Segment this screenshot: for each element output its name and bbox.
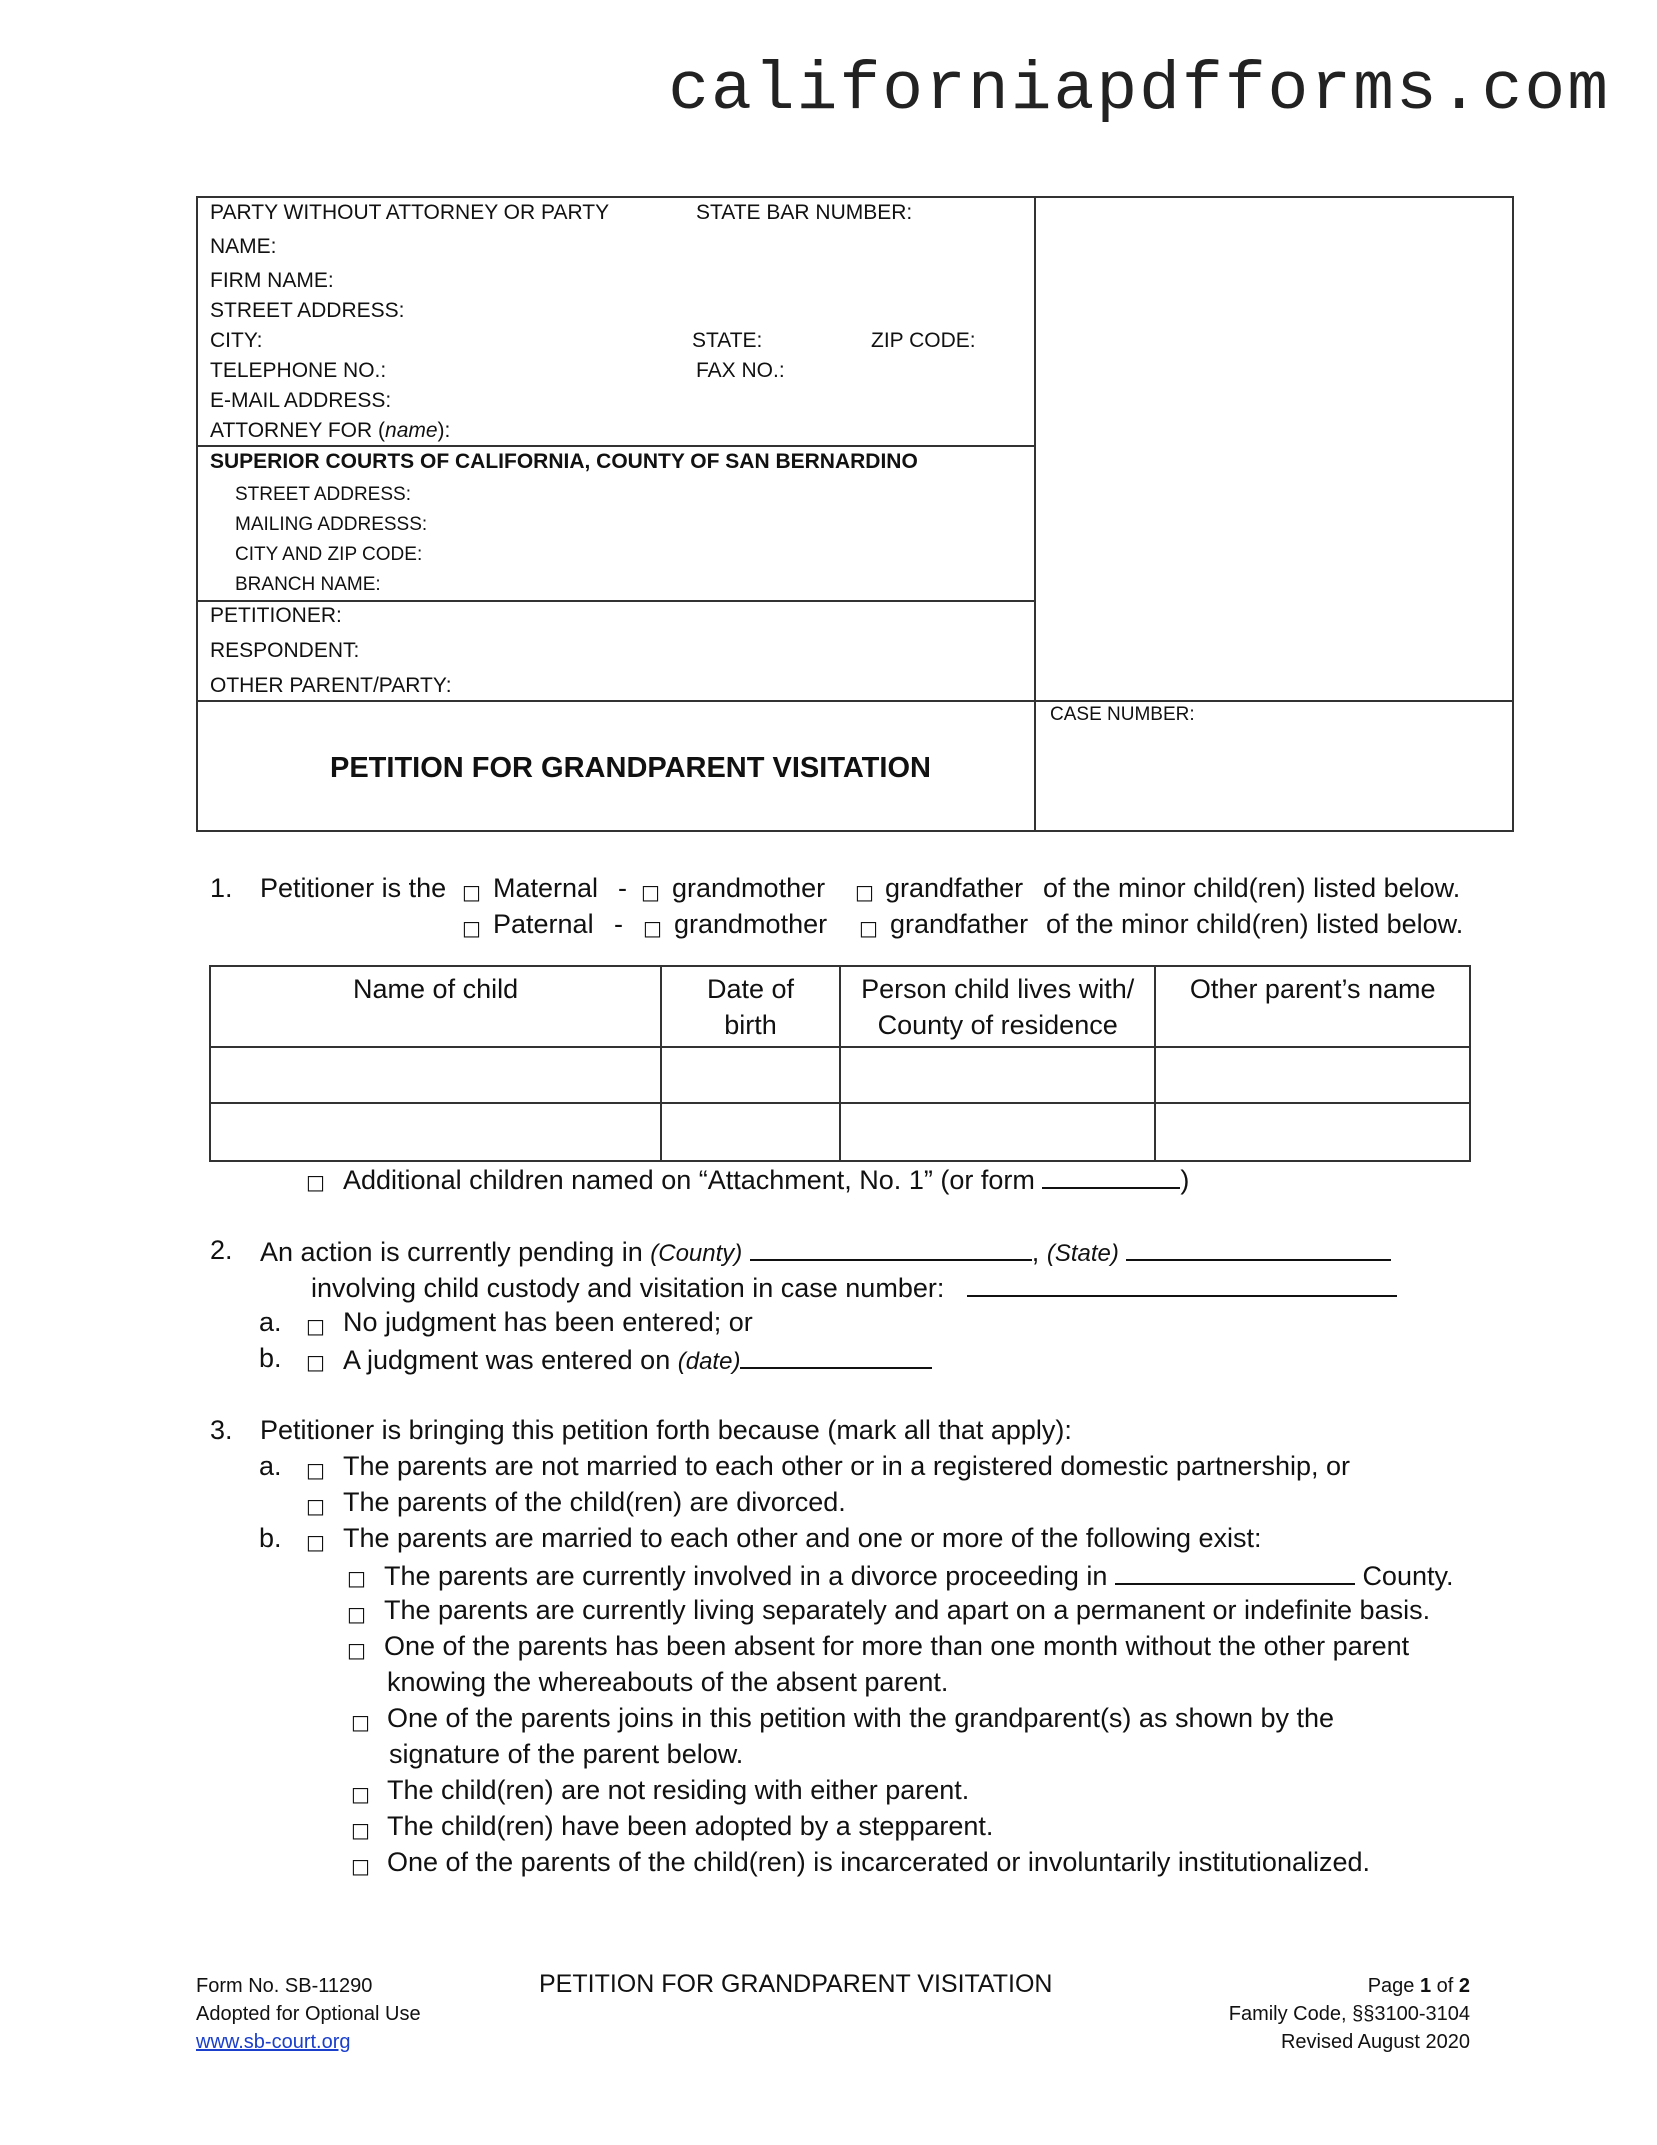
judgment-date-field[interactable] — [740, 1343, 932, 1369]
section2-line2: involving child custody and visitation in case number: — [311, 1271, 1397, 1304]
paternal-dash: - — [614, 909, 623, 939]
child-name-cell[interactable] — [210, 1103, 661, 1161]
paternal-grandfather-label: grandfather — [890, 909, 1029, 939]
col-date-of-birth: Date of birth — [661, 966, 840, 1047]
court-street-label: STREET ADDRESS: — [235, 484, 411, 505]
maternal-grandmother-label: grandmother — [672, 873, 826, 903]
court-title: SUPERIOR COURTS OF CALIFORNIA, COUNTY OF SAN BERNARDINO — [210, 450, 918, 473]
section2-a-label: a. — [259, 1307, 282, 1337]
section3-number: 3. — [210, 1415, 233, 1445]
stepparent-adopted-checkbox[interactable]: □ — [351, 1818, 370, 1842]
child-other-parent-cell[interactable] — [1155, 1047, 1470, 1103]
maternal-suffix: of the minor child(ren) listed below. — [1043, 873, 1461, 903]
section1-number: 1. — [210, 873, 233, 903]
section2-lead: An action is currently pending in (County) , (State) — [260, 1235, 1391, 1268]
no-judgment-checkbox[interactable]: □ — [306, 1314, 325, 1338]
parent-absent-checkbox[interactable]: □ — [347, 1638, 366, 1662]
parent-absent-text-2: knowing the whereabouts of the absent parent. — [387, 1667, 949, 1697]
section2-b-label: b. — [259, 1343, 282, 1373]
maternal-checkbox[interactable]: □ — [462, 880, 481, 904]
telephone-label: TELEPHONE NO.: — [210, 359, 387, 382]
footer-page: Page 1 of 2 — [1367, 1975, 1470, 1997]
not-married-text: The parents are not married to each other or in a registered domestic partnership, or — [343, 1451, 1351, 1481]
paternal-label: Paternal — [493, 909, 594, 939]
married-checkbox[interactable]: □ — [306, 1530, 325, 1554]
living-separately-checkbox[interactable]: □ — [347, 1602, 366, 1626]
divorced-checkbox[interactable]: □ — [306, 1494, 325, 1518]
stepparent-adopted-text: The child(ren) have been adopted by a stepparent. — [387, 1811, 994, 1841]
name-label: NAME: — [210, 235, 277, 258]
living-separately-text: The parents are currently living separately and apart on a permanent or indefinite basis. — [384, 1595, 1431, 1625]
footer-revised: Revised August 2020 — [1280, 2031, 1470, 2053]
table-row — [210, 1103, 1470, 1161]
section2-number: 2. — [210, 1235, 233, 1265]
not-residing-checkbox[interactable]: □ — [351, 1782, 370, 1806]
court-branch-label: BRANCH NAME: — [235, 574, 381, 595]
divorced-text: The parents of the child(ren) are divorced. — [343, 1487, 846, 1517]
additional-children-checkbox[interactable]: □ — [306, 1170, 325, 1194]
child-lives-with-cell[interactable] — [840, 1047, 1156, 1103]
court-divider — [196, 445, 1035, 447]
child-dob-cell[interactable] — [661, 1103, 840, 1161]
divorce-proceeding-checkbox[interactable]: □ — [347, 1566, 366, 1590]
fax-label: FAX NO.: — [696, 359, 785, 382]
case-number-field[interactable] — [967, 1271, 1397, 1297]
court-city-zip-label: CITY AND ZIP CODE: — [235, 544, 423, 565]
divorce-proceeding-text: The parents are currently involved in a divorce proceeding in County. — [384, 1561, 1454, 1591]
city-label: CITY: — [210, 329, 263, 352]
col-other-parent: Other parent’s name — [1155, 966, 1470, 1047]
footer-adopted: Adopted for Optional Use — [196, 2003, 421, 2025]
parent-joins-checkbox[interactable]: □ — [351, 1710, 370, 1734]
firm-label: FIRM NAME: — [210, 269, 334, 292]
form-title: PETITION FOR GRANDPARENT VISITATION — [330, 752, 931, 784]
zip-label: ZIP CODE: — [871, 329, 976, 352]
section3-lead: Petitioner is bringing this petition forth because (mark all that apply): — [260, 1415, 1072, 1445]
not-residing-text: The child(ren) are not residing with either parent. — [387, 1775, 970, 1805]
children-table — [209, 965, 1471, 1162]
section3-b-label: b. — [259, 1523, 282, 1553]
state-label: STATE: — [692, 329, 763, 352]
child-dob-cell[interactable] — [661, 1047, 840, 1103]
child-name-cell[interactable] — [210, 1047, 661, 1103]
married-text: The parents are married to each other and one or more of the following exist: — [343, 1523, 1262, 1553]
col-lives-with: Person child lives with/ County of residence — [840, 966, 1156, 1047]
incarcerated-checkbox[interactable]: □ — [351, 1854, 370, 1878]
street-label: STREET ADDRESS: — [210, 299, 405, 322]
maternal-dash: - — [618, 873, 627, 903]
footer-title: PETITION FOR GRANDPARENT VISITATION — [539, 1970, 1053, 1998]
respondent-label: RESPONDENT: — [210, 639, 360, 662]
table-row — [210, 1047, 1470, 1103]
parent-joins-text-2: signature of the parent below. — [389, 1739, 744, 1769]
col-name-of-child: Name of child — [210, 966, 661, 1047]
maternal-grandmother-checkbox[interactable]: □ — [641, 880, 660, 904]
not-married-checkbox[interactable]: □ — [306, 1458, 325, 1482]
paternal-grandmother-label: grandmother — [674, 909, 828, 939]
email-label: E-MAIL ADDRESS: — [210, 389, 392, 412]
party-label: PARTY WITHOUT ATTORNEY OR PARTY — [210, 201, 610, 224]
divorce-county-field[interactable] — [1115, 1559, 1355, 1585]
maternal-label: Maternal — [493, 873, 599, 903]
additional-children-text: Additional children named on “Attachment, No. 1” (or form ) — [343, 1165, 1190, 1195]
footer-form-number: Form No. SB-11290 — [196, 1975, 373, 1997]
caption-divider — [1034, 196, 1036, 832]
footer-website-link[interactable]: www.sb-court.org — [196, 2031, 351, 2053]
pending-state-field[interactable] — [1126, 1235, 1391, 1261]
maternal-grandfather-checkbox[interactable]: □ — [855, 880, 874, 904]
paternal-checkbox[interactable]: □ — [462, 916, 481, 940]
child-lives-with-cell[interactable] — [840, 1103, 1156, 1161]
section3-a-label: a. — [259, 1451, 282, 1481]
footer-family-code: Family Code, §§3100-3104 — [1228, 2003, 1470, 2025]
other-parent-label: OTHER PARENT/PARTY: — [210, 674, 452, 697]
incarcerated-text: One of the parents of the child(ren) is incarcerated or involuntarily institutionalized. — [387, 1847, 1371, 1877]
pending-county-field[interactable] — [750, 1235, 1032, 1261]
maternal-grandfather-label: grandfather — [885, 873, 1024, 903]
paternal-grandmother-checkbox[interactable]: □ — [643, 916, 662, 940]
court-mailing-label: MAILING ADDRESSS: — [235, 514, 428, 535]
state-bar-label: STATE BAR NUMBER: — [696, 201, 913, 224]
parent-absent-text: One of the parents has been absent for more than one month without the other parent — [384, 1631, 1410, 1661]
no-judgment-text: No judgment has been entered; or — [343, 1307, 753, 1337]
judgment-entered-checkbox[interactable]: □ — [306, 1350, 325, 1374]
watermark: californiapdfforms.com — [668, 52, 1610, 129]
petitioner-label: PETITIONER: — [210, 604, 342, 627]
children-table-header — [210, 966, 1470, 1047]
paternal-grandfather-checkbox[interactable]: □ — [859, 916, 878, 940]
judgment-entered-text: A judgment was entered on (date) — [343, 1343, 932, 1376]
section1-lead: Petitioner is the — [260, 873, 447, 903]
case-number-label: CASE NUMBER: — [1050, 704, 1195, 725]
title-divider — [196, 700, 1514, 702]
paternal-suffix: of the minor child(ren) listed below. — [1046, 909, 1464, 939]
parent-joins-text: One of the parents joins in this petition with the grandparent(s) as shown by the — [387, 1703, 1335, 1733]
attachment-form-field[interactable] — [1042, 1163, 1180, 1189]
parties-divider — [196, 600, 1035, 602]
child-other-parent-cell[interactable] — [1155, 1103, 1470, 1161]
attorney-label: ATTORNEY FOR (name): — [210, 419, 451, 442]
